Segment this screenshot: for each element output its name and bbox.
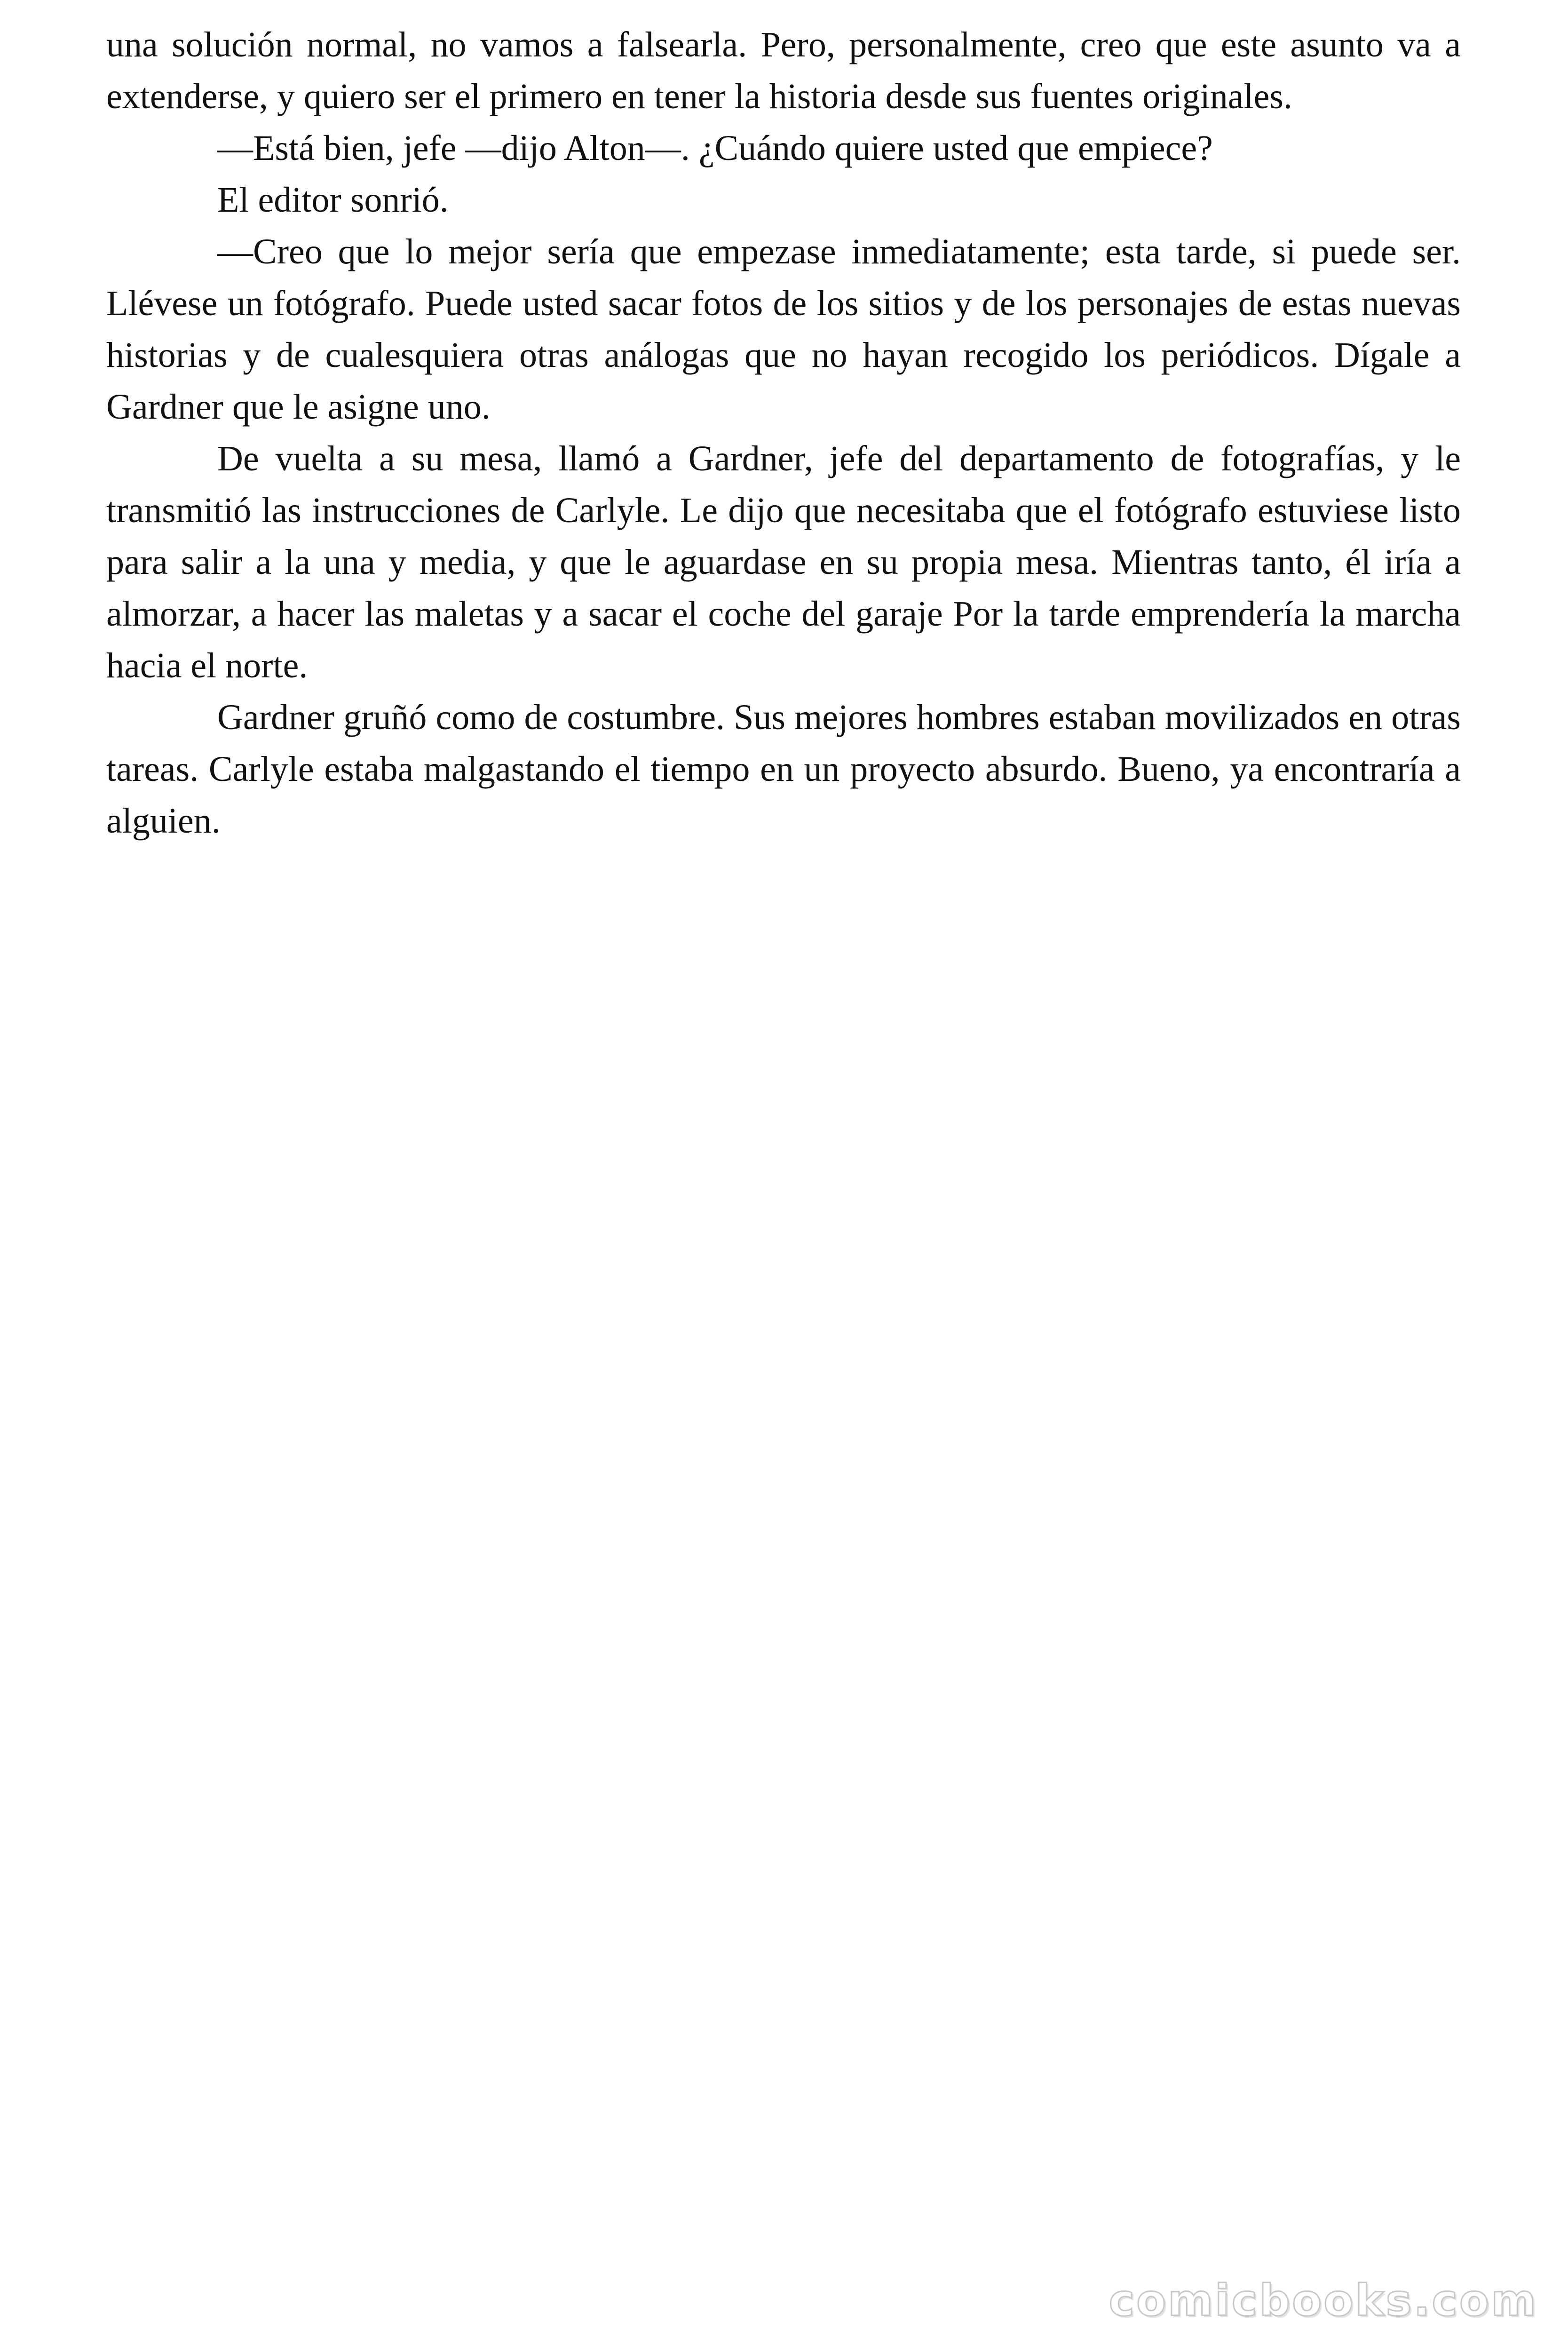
paragraph-back-to-desk: De vuelta a su mesa, llamó a Gardner, jefe del departamento de fotografías, y le transmitió las instrucciones de Carlyle. Le dijo que necesitaba que el fotógrafo estuviese listo para salir a la una y media, y que le aguardase en su propia mesa. Mientras tanto, él iría a almorzar, a hacer las maletas y a sacar el coche del garaje Por la tarde emprendería la marcha hacia el norte. (106, 439, 1461, 685)
paragraph-continuation: una solución normal, no vamos a falsearla. Pero, personalmente, creo que este asunto va a extenderse, y quiero ser el primero en tener la historia desde sus fuentes originales. (106, 25, 1461, 116)
body-text (106, 19, 1461, 847)
paragraph-dialogue-alton: —Está bien, jefe —dijo Alton—. ¿Cuándo quiere usted que empiece? (217, 128, 1213, 168)
paragraph-dialogue-editor: —Creo que lo mejor sería que empezase inmediatamente; esta tarde, si puede ser. Llévese un fotógrafo. Puede usted sacar fotos de los sitios y de los personajes de estas nuevas historias y de cualesquiera otras análogas que no hayan recogido los periódicos. Dígale a Gardner que le asigne uno. (106, 232, 1461, 427)
paragraph-gardner-grumbled: Gardner gruñó como de costumbre. Sus mejores hombres estaban movilizados en otras tareas. Carlyle estaba malgastando el tiempo en un proyecto absurdo. Bueno, ya encontraría a alguien. (106, 698, 1461, 841)
watermark-logo: comicbooks.com (1109, 2275, 1538, 2326)
paragraph-editor-smiled: El editor sonrió. (217, 180, 449, 220)
